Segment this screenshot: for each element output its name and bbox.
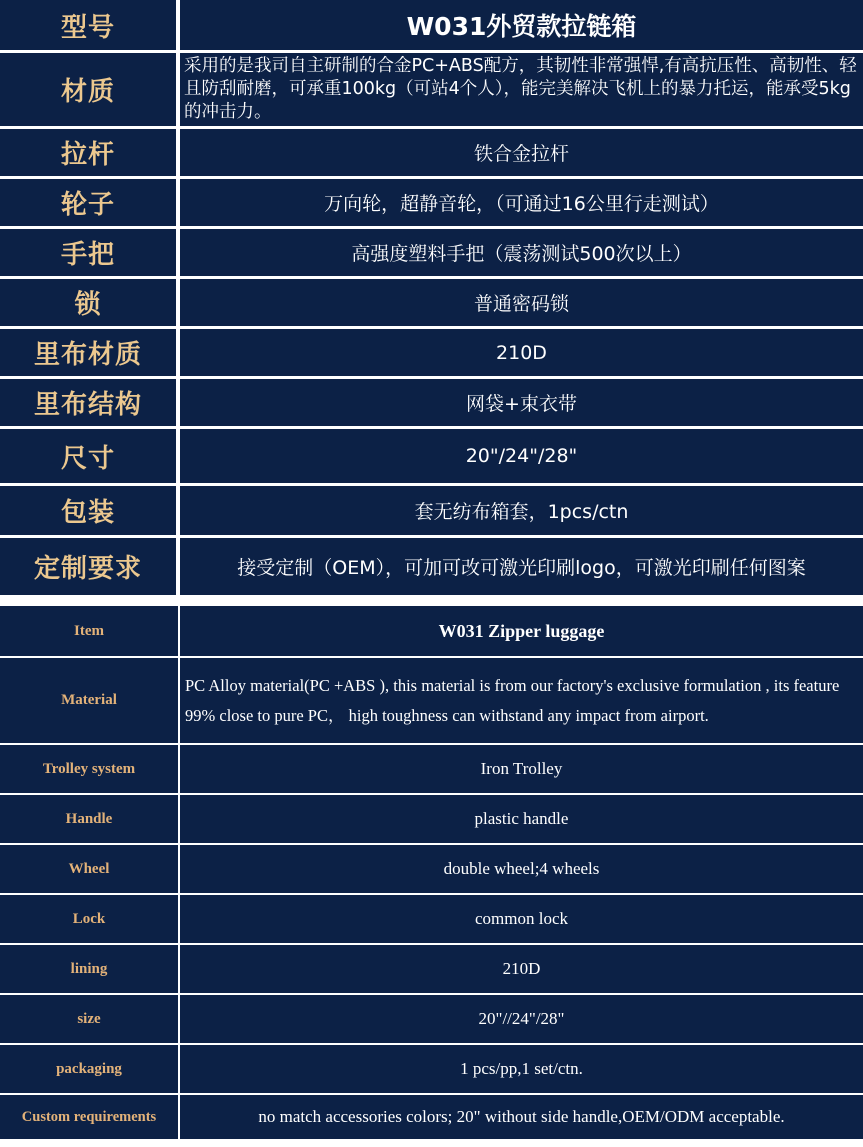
table-row: [0, 0, 863, 53]
row-label: 包装: [0, 486, 180, 538]
table-row: [0, 658, 863, 745]
table-row: [0, 895, 863, 945]
row-label: size: [0, 995, 180, 1045]
table-row: [0, 606, 863, 658]
row-label: 尺寸: [0, 429, 180, 486]
row-value: PC Alloy material(PC +ABS ), this material is from our factory's exclusive formulation , its feature 99% close to pure PC， high toughness can withstand any impact from airport.: [180, 658, 863, 745]
row-label: 材质: [0, 53, 180, 129]
table-row: [0, 538, 863, 595]
table-row: [0, 179, 863, 229]
table-row: [0, 845, 863, 895]
row-label: 里布材质: [0, 329, 180, 379]
row-value: double wheel;4 wheels: [180, 845, 863, 895]
table-row: [0, 995, 863, 1045]
row-value: W031 Zipper luggage: [180, 606, 863, 658]
row-label: Trolley system: [0, 745, 180, 795]
row-label: Material: [0, 658, 180, 745]
table-row: [0, 486, 863, 538]
row-label: 手把: [0, 229, 180, 279]
row-value: 普通密码锁: [180, 279, 863, 329]
row-label: 定制要求: [0, 538, 180, 595]
row-value: 铁合金拉杆: [180, 129, 863, 179]
table-row: [0, 329, 863, 379]
row-value: no match accessories colors; 20" without side handle,OEM/ODM acceptable.: [180, 1095, 863, 1141]
row-label: packaging: [0, 1045, 180, 1095]
row-value: W031外贸款拉链箱: [180, 0, 863, 53]
row-label: lining: [0, 945, 180, 995]
table-row: [0, 945, 863, 995]
row-value: 套无纺布箱套，1pcs/ctn: [180, 486, 863, 538]
row-value: Iron Trolley: [180, 745, 863, 795]
row-label: 轮子: [0, 179, 180, 229]
table-row: [0, 229, 863, 279]
row-value: 210D: [180, 945, 863, 995]
row-label: 里布结构: [0, 379, 180, 429]
row-value: plastic handle: [180, 795, 863, 845]
row-value: 20"//24"/28": [180, 995, 863, 1045]
row-label: Lock: [0, 895, 180, 945]
row-label: Wheel: [0, 845, 180, 895]
table-row: [0, 279, 863, 329]
table-row: [0, 745, 863, 795]
row-value: 网袋+束衣带: [180, 379, 863, 429]
row-label: Item: [0, 606, 180, 658]
english-spec-table-body: [0, 606, 863, 1141]
table-row: [0, 1045, 863, 1095]
table-row: [0, 1095, 863, 1141]
table-row: [0, 53, 863, 129]
row-value: 高强度塑料手把（震荡测试500次以上）: [180, 229, 863, 279]
table-row: [0, 795, 863, 845]
row-value: 采用的是我司自主研制的合金PC+ABS配方，其韧性非常强悍,有高抗压性、高韧性、轻且防刮耐磨，可承重100kg（可站4个人），能完美解决飞机上的暴力托运，能承受5kg的冲击力。: [180, 53, 863, 129]
row-label: 拉杆: [0, 129, 180, 179]
english-spec-table: [0, 606, 863, 1141]
row-value: 接受定制（OEM），可加可改可激光印刷logo，可激光印刷任何图案: [180, 538, 863, 595]
row-value: 210D: [180, 329, 863, 379]
table-row: [0, 379, 863, 429]
table-row: [0, 429, 863, 486]
row-value: common lock: [180, 895, 863, 945]
table-row: [0, 129, 863, 179]
row-value: 20"/24"/28": [180, 429, 863, 486]
row-label: 锁: [0, 279, 180, 329]
row-value: 1 pcs/pp,1 set/ctn.: [180, 1045, 863, 1095]
row-value: 万向轮，超静音轮，（可通过16公里行走测试）: [180, 179, 863, 229]
row-label: Handle: [0, 795, 180, 845]
row-label: 型号: [0, 0, 180, 53]
row-label: Custom requirements: [0, 1095, 180, 1141]
